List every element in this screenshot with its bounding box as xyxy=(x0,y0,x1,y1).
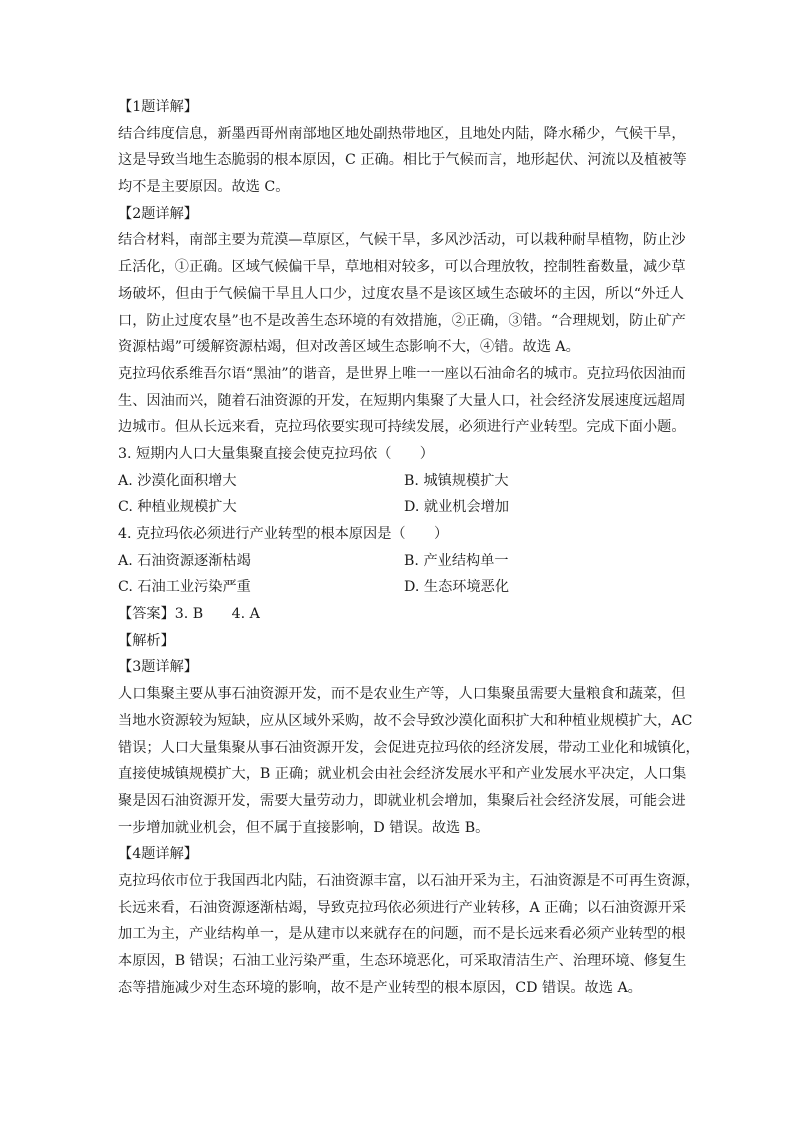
text-line: 【3题详解】 xyxy=(118,659,198,676)
text-line: 生、因油而兴，随着石油资源的开发，在短期内集聚了大量人口，社会经济发展速度远超周 xyxy=(118,392,686,409)
text-line: 克拉玛依市位于我国西北内陆，石油资源丰富，以石油开采为主，石油资源是不可再生资源， xyxy=(118,872,700,889)
answer-option: D. 就业机会增加 xyxy=(404,499,510,516)
text-line: 一步增加就业机会，但不属于直接影响，D 错误。故选 B。 xyxy=(118,819,490,836)
text-line: 克拉玛依系维吾尔语“黑油”的谐音，是世界上唯一一座以石油命名的城市。克拉玛依因油而 xyxy=(118,365,686,382)
answer-options-row xyxy=(118,494,684,521)
text-line: 错误；人口大量集聚从事石油资源开发，会促进克拉玛依的经济发展，带动工业化和城镇化， xyxy=(118,739,700,756)
text-line: 结合纬度信息，新墨西哥州南部地区地处副热带地区，且地处内陆，降水稀少，气候干旱， xyxy=(118,125,686,142)
text-line: 加工为主，产业结构单一，是从建市以来就存在的问题，而不是长远来看必须产业转型的根 xyxy=(118,926,686,943)
text-line: 场破坏，但由于气候偏干旱且人口少，过度农垦不是该区域生态破坏的主因，所以“外迁人 xyxy=(118,285,684,302)
text-line: 这是导致当地生态脆弱的根本原因，C 正确。相比于气候而言，地形起伏、河流以及植被等 xyxy=(118,152,687,169)
answer-option: A. 沙漠化面积增大 xyxy=(118,472,237,489)
text-line: 【2题详解】 xyxy=(118,205,198,222)
answer-options-row xyxy=(118,574,684,601)
text-line: 长远来看，石油资源逐渐枯竭，导致克拉玛依必须进行产业转移，A 正确；以石油资源开采 xyxy=(118,899,687,916)
answer-options-row xyxy=(118,548,684,575)
document-page xyxy=(118,94,700,1001)
text-line: 边城市。但从长远来看，克拉玛依要实现可持续发展，必须进行产业转型。完成下面小题。 xyxy=(118,419,686,436)
text-line: 本原因，B 错误；石油工业污染严重，生态环境恶化，可采取清洁生产、治理环境、修复生 xyxy=(118,953,687,969)
text-line: 丘活化，①正确。区域气候偏干旱，草地相对较多，可以合理放牧，控制牲畜数量，减少草 xyxy=(118,259,686,276)
answer-option: D. 生态环境恶化 xyxy=(404,579,510,596)
text-line: 【答案】3. B 4. A xyxy=(118,606,260,623)
text-line: 聚是因石油资源开发，需要大量劳动力，即就业机会增加，集聚后社会经济发展，可能会进 xyxy=(118,792,686,809)
text-line: 3. 短期内人口大量集聚直接会使克拉玛依（ ） xyxy=(118,445,434,462)
answer-option: B. 城镇规模扩大 xyxy=(404,472,509,489)
answer-option: A. 石油资源逐渐枯竭 xyxy=(118,552,251,569)
text-line: 人口集聚主要从事石油资源开发，而不是农业生产等，人口集聚虽需要大量粮食和蔬菜，但 xyxy=(118,686,686,703)
answer-option: C. 种植业规模扩大 xyxy=(118,499,237,516)
text-line: 均不是主要原因。故选 C。 xyxy=(118,179,290,196)
text-line: 口，防止过度农垦”也不是改善生态环境的有效措施，②正确，③错。“合理规划，防止矿产 xyxy=(118,312,686,329)
text-line: 资源枯竭”可缓解资源枯竭，但对改善区域生态影响不大，④错。故选 A。 xyxy=(118,339,580,356)
answer-options-row xyxy=(118,468,684,495)
text-line: 态等措施减少对生态环境的影响，故不是产业转型的根本原因，CD 错误。故选 A。 xyxy=(118,979,642,996)
text-line: 4. 克拉玛依必须进行产业转型的根本原因是（ ） xyxy=(118,526,449,542)
text-line: 当地水资源较为短缺，应从区域外采购，故不会导致沙漠化面积扩大和种植业规模扩大，AC xyxy=(118,712,693,729)
answer-option: B. 产业结构单一 xyxy=(404,552,509,569)
answer-option: C. 石油工业污染严重 xyxy=(118,579,251,596)
text-line: 【解析】 xyxy=(118,632,175,649)
text-line: 直接使城镇规模扩大，B 正确；就业机会由社会经济发展水平和产业发展水平决定，人口集 xyxy=(118,766,687,783)
text-line: 【1题详解】 xyxy=(118,99,198,115)
text-line: 结合材料，南部主要为荒漠—草原区，气候干旱，多风沙活动，可以栽种耐旱植物，防止沙 xyxy=(118,232,686,249)
text-line: 【4题详解】 xyxy=(118,846,198,863)
